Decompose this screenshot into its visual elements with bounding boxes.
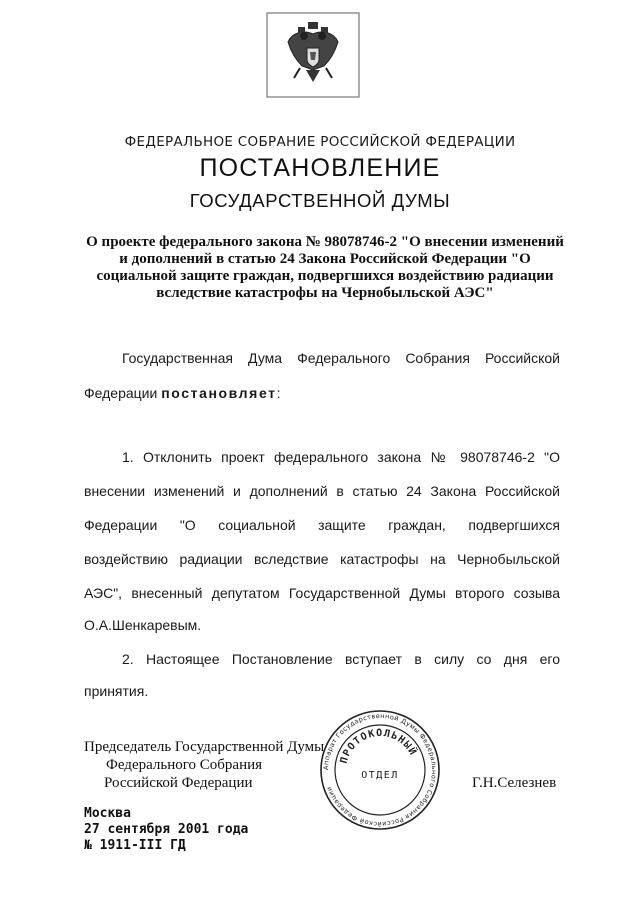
item-1-line: О.А.Шенкаревым. xyxy=(84,617,202,633)
stamp-center-text: ОТДЕЛ xyxy=(361,770,399,781)
signature-title-line: Председатель Государственной Думы xyxy=(84,739,325,755)
document-number: № 1911-III ГД xyxy=(84,838,186,853)
item-1-line: 1. Отклонить проект федерального закона № 98078746-2 "О xyxy=(122,449,560,465)
signature-title-line: Российской Федерации xyxy=(104,775,253,791)
resolution-heading xyxy=(80,234,570,302)
issuer-subtitle: ГОСУДАРСТВЕННОЙ ДУМЫ xyxy=(189,190,451,211)
item-1-line: Федерации "О социальной защите граждан, подвергшихся xyxy=(84,517,560,533)
preamble-line xyxy=(84,385,281,401)
heading-line: и дополнений в статью 24 Закона Российской Федерации "О xyxy=(119,251,531,267)
stamp-ring-text: Аппарат Государственной Думы Федерального Собрания Российской Федерации xyxy=(321,711,439,829)
svg-text:ПРОТОКОЛЬНЫЙ xyxy=(339,728,420,765)
date: 27 сентября 2001 года xyxy=(84,822,249,837)
document-footer xyxy=(84,806,248,854)
item-1-line: воздействию радиации вследствие катастрофы на Чернобыльской xyxy=(84,551,560,567)
preamble-line: Государственная Дума Федерального Собрания Российской xyxy=(122,350,560,366)
decision-verb: постановляет xyxy=(161,385,277,401)
heading-line: О проекте федерального закона № 98078746-2 "О внесении изменений xyxy=(86,234,564,250)
preamble-text: Федерации xyxy=(84,385,162,401)
signature-title-line: Федерального Собрания xyxy=(106,757,263,773)
city: Москва xyxy=(84,806,131,821)
document-type-title: ПОСТАНОВЛЕНИЕ xyxy=(199,154,441,182)
heading-line: вследствие катастрофы на Чернобыльской АЭС" xyxy=(156,285,494,301)
item-1-line: внесении изменений и дополнений в статью 24 Закона Российской xyxy=(84,483,560,499)
item-2-line: принятия. xyxy=(84,683,149,699)
item-1-line: АЭС", внесенный депутатом Государственной Думы второго созыва xyxy=(84,585,560,601)
item-2-line: 2. Настоящее Постановление вступает в силу со дня его xyxy=(122,651,560,667)
organization-header: ФЕДЕРАЛЬНОЕ СОБРАНИЕ РОССИЙСКОЙ ФЕДЕРАЦИИ xyxy=(124,134,516,150)
heading-line: социальной защите граждан, подвергшихся воздействию радиации xyxy=(96,268,554,284)
preamble-colon: : xyxy=(276,385,281,401)
stamp-arc-text: ПРОТОКОЛЬНЫЙ xyxy=(338,727,419,765)
coat-of-arms-icon xyxy=(266,12,360,98)
official-stamp xyxy=(318,708,442,832)
signatory-name: Г.Н.Селезнев xyxy=(472,775,557,791)
signature-title xyxy=(84,738,324,792)
